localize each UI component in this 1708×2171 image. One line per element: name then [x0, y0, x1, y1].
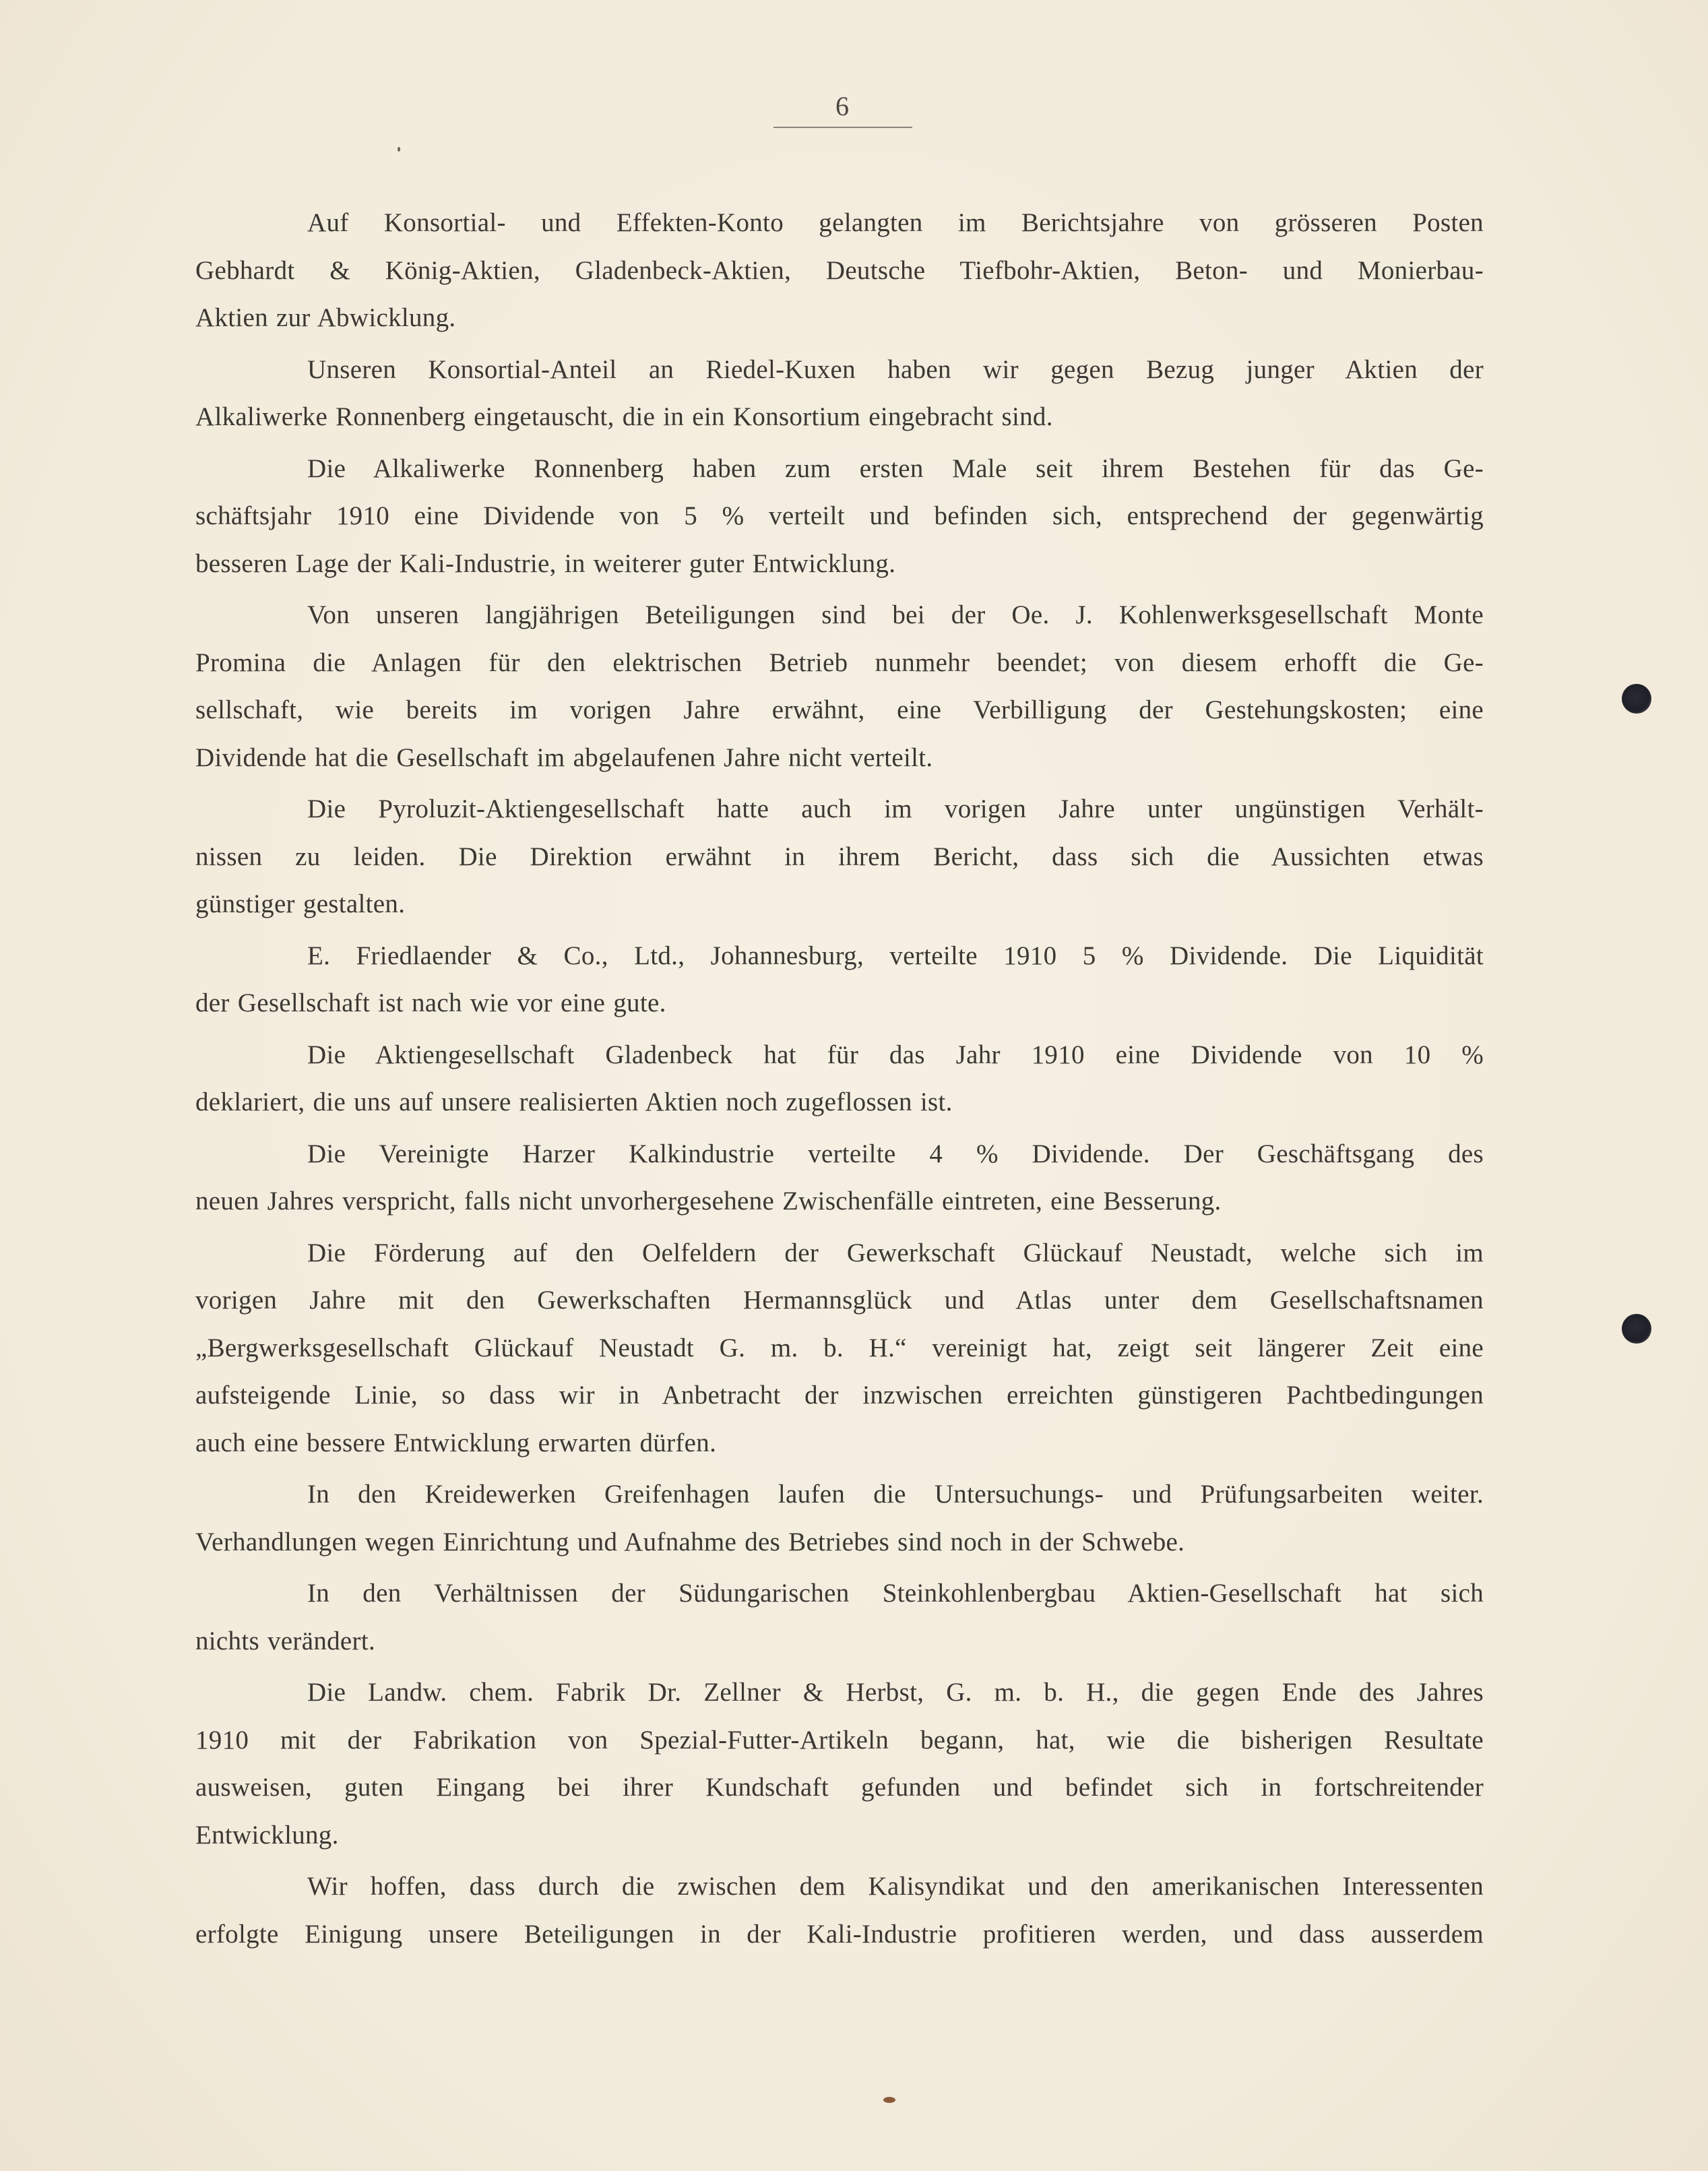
page-number-rule: [773, 127, 912, 128]
text-line: schäftsjahr 1910 eine Dividende von 5 % verteilt und befinden sich, entsprechend der gegenwärtig: [195, 501, 1484, 530]
text-line: In den Kreidewerken Greifenhagen laufen die Untersuchungs- und Prüfungsarbeiten weiter.: [307, 1480, 1484, 1509]
text-line: Gebhardt & König-Aktien, Gladenbeck-Aktien, Deutsche Tiefbohr-Aktien, Beton- und Monierbau-: [195, 255, 1484, 285]
text-line: Alkaliwerke Ronnenberg eingetauscht, die in ein Konsortium eingebracht sind.: [195, 402, 1053, 431]
text-line: Auf Konsortial- und Effekten-Konto gelangten im Berichtsjahre von grösseren Posten: [307, 208, 1484, 237]
paragraph: [195, 1032, 1484, 1127]
text-line: erfolgte Einigung unsere Beteiligungen in der Kali-Industrie profitieren werden, und dass ausserdem: [195, 1919, 1484, 1949]
text-line: Verhandlungen wegen Einrichtung und Aufnahme des Betriebes sind noch in der Schwebe.: [195, 1527, 1185, 1556]
text-line: auch eine bessere Entwicklung erwarten dürfen.: [195, 1428, 717, 1457]
paragraph: [195, 199, 1484, 342]
paragraph: [195, 1863, 1484, 1958]
text-line: 1910 mit der Fabrikation von Spezial-Futter-Artikeln begann, hat, wie die bisherigen Resultate: [195, 1725, 1484, 1755]
text-line: Die Vereinigte Harzer Kalkindustrie verteilte 4 % Dividende. Der Geschäftsgang des: [307, 1139, 1484, 1168]
text-line: ausweisen, guten Eingang bei ihrer Kundschaft gefunden und befindet sich in fortschreitender: [195, 1773, 1484, 1802]
body-text: [195, 199, 1484, 1958]
text-line: Von unseren langjährigen Beteiligungen sind bei der Oe. J. Kohlenwerksgesellschaft Monte: [307, 600, 1484, 629]
text-line: günstiger gestalten.: [195, 889, 406, 918]
text-line: Dividende hat die Gesellschaft im abgelaufenen Jahre nicht verteilt.: [195, 743, 933, 772]
text-line: Die Förderung auf den Oelfeldern der Gewerkschaft Glückauf Neustadt, welche sich im: [307, 1238, 1484, 1267]
text-line: aufsteigende Linie, so dass wir in Anbetracht der inzwischen erreichten günstigeren Pachtbedingungen: [195, 1381, 1484, 1410]
text-line: Die Pyroluzit-Aktiengesellschaft hatte auch im vorigen Jahre unter ungünstigen Verhält-: [307, 794, 1484, 823]
text-line: Aktien zur Abwicklung.: [195, 303, 456, 332]
paragraph: [195, 1471, 1484, 1566]
text-line: Die Aktiengesellschaft Gladenbeck hat für das Jahr 1910 eine Dividende von 10 %: [307, 1040, 1484, 1069]
text-line: sellschaft, wie bereits im vorigen Jahre erwähnt, eine Verbilligung der Gestehungskosten; eine: [195, 695, 1484, 724]
paragraph: [195, 1230, 1484, 1468]
paper-speck: [398, 147, 400, 152]
punch-hole-top: [1622, 684, 1651, 714]
punch-hole-bottom: [1622, 1314, 1651, 1344]
page-number: 6: [835, 91, 849, 121]
paragraph: [195, 1570, 1484, 1665]
paragraph: [195, 786, 1484, 929]
text-line: neuen Jahres verspricht, falls nicht unvorhergesehene Zwischenfälle eintreten, eine Besserung.: [195, 1187, 1222, 1216]
paper-speck: [883, 2097, 895, 2103]
text-line: nichts verändert.: [195, 1626, 375, 1656]
paragraph: [195, 1131, 1484, 1226]
paragraph: [195, 346, 1484, 441]
text-line: Wir hoffen, dass durch die zwischen dem Kalisyndikat und den amerikanischen Interessenten: [307, 1872, 1484, 1901]
text-line: deklariert, die uns auf unsere realisierten Aktien noch zugeflossen ist.: [195, 1088, 953, 1116]
text-line: In den Verhältnissen der Südungarischen Steinkohlenbergbau Aktien-Gesellschaft hat sich: [307, 1579, 1484, 1608]
text-line: vorigen Jahre mit den Gewerkschaften Hermannsglück und Atlas unter dem Gesellschaftsnamen: [195, 1286, 1484, 1315]
text-line: Die Alkaliwerke Ronnenberg haben zum ersten Male seit ihrem Bestehen für das Ge-: [307, 453, 1484, 483]
text-line: der Gesellschaft ist nach wie vor eine gute.: [195, 988, 666, 1017]
text-line: E. Friedlaender & Co., Ltd., Johannesburg, verteilte 1910 5 % Dividende. Die Liquidität: [307, 941, 1484, 970]
text-line: Promina die Anlagen für den elektrischen Betrieb nunmehr beendet; von diesem erhofft die Ge-: [195, 648, 1484, 677]
paragraph: [195, 933, 1484, 1028]
paragraph: [195, 445, 1484, 588]
paragraph: [195, 592, 1484, 782]
text-line: Entwicklung.: [195, 1820, 339, 1850]
text-line: nissen zu leiden. Die Direktion erwähnt in ihrem Bericht, dass sich die Aussichten etwas: [195, 842, 1484, 871]
text-line: Die Landw. chem. Fabrik Dr. Zellner & Herbst, G. m. b. H., die gegen Ende des Jahres: [307, 1678, 1484, 1707]
text-line: besseren Lage der Kali-Industrie, in weiterer guter Entwicklung.: [195, 548, 896, 578]
text-line: Unseren Konsortial-Anteil an Riedel-Kuxen haben wir gegen Bezug junger Aktien der: [307, 354, 1484, 384]
text-line: „Bergwerksgesellschaft Glückauf Neustadt G. m. b. H.“ vereinigt hat, zeigt seit längerer Zeit eine: [195, 1333, 1484, 1362]
paragraph: [195, 1669, 1484, 1859]
